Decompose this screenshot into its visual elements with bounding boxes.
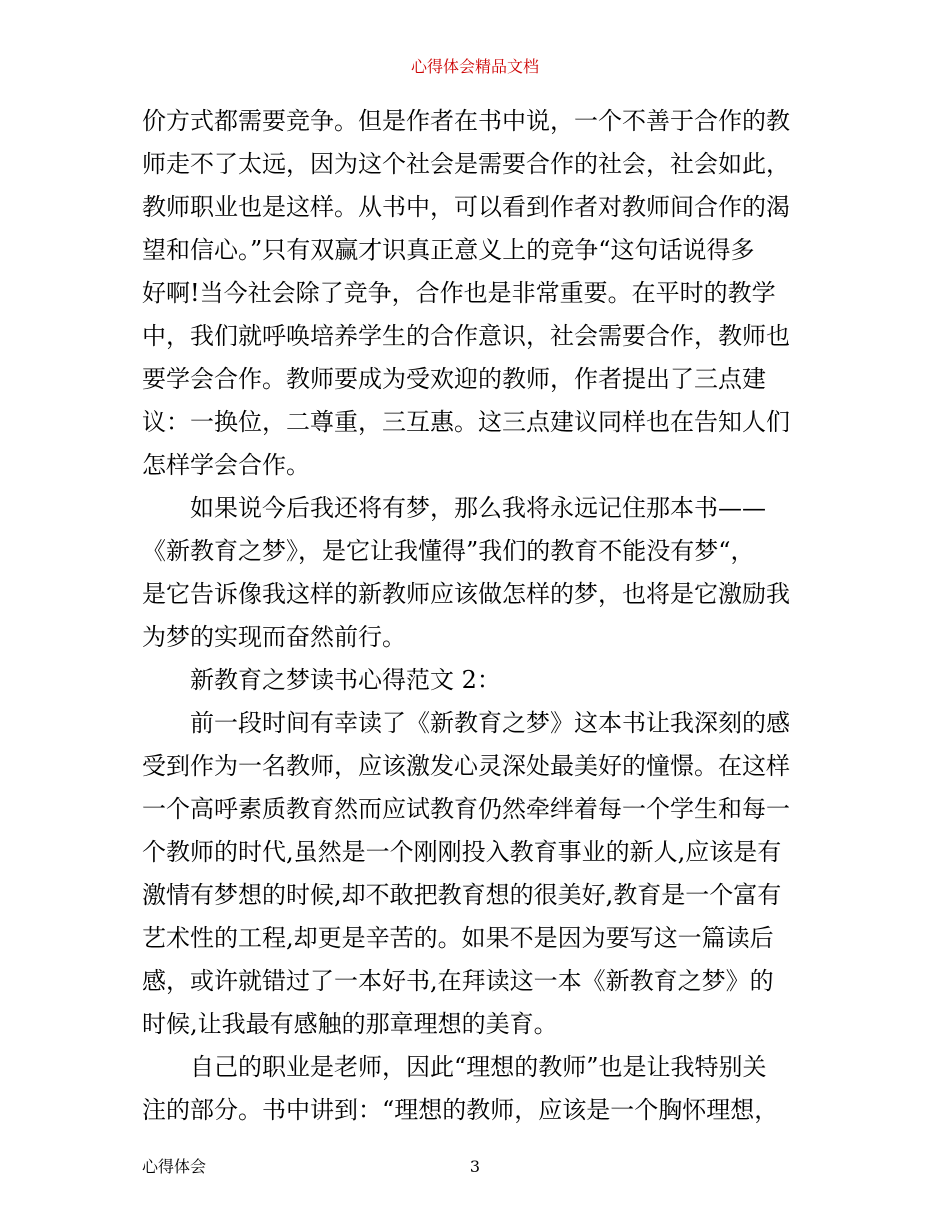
text-line: 《新教育之梦》，是它让我懂得”我们的教育不能没有梦“，: [142, 537, 755, 565]
text-line: 受到作为一名教师，应该激发心灵深处最美好的憧憬。在这样: [142, 752, 790, 780]
paragraph-first-line: 如果说今后我还将有梦，那么我将永远记住那本书——: [190, 494, 766, 522]
text-line: 激情有梦想的时候,却不敢把教育想的很美好,教育是一个富有: [142, 881, 782, 909]
section-heading: 新教育之梦读书心得范文 2：: [190, 666, 501, 694]
page-number: 3: [469, 1157, 481, 1176]
text-line: 时候,让我最有感触的那章理想的美育。: [142, 1010, 558, 1038]
text-line: 中，我们就呼唤培养学生的合作意识，社会需要合作，教师也: [142, 322, 790, 350]
text-line: 个教师的时代,虽然是一个刚刚投入教育事业的新人,应该是有: [142, 838, 782, 866]
text-line: 艺术性的工程,却更是辛苦的。如果不是因为要写这一篇读后: [142, 924, 774, 952]
text-line: 师走不了太远，因为这个社会是需要合作的社会，社会如此，: [142, 150, 790, 178]
text-line: 注的部分。书中讲到：“理想的教师，应该是一个胸怀理想，: [142, 1096, 779, 1124]
document-body: [142, 100, 812, 1132]
paragraph-first-line: 前一段时间有幸读了《新教育之梦》这本书让我深刻的感: [190, 709, 790, 737]
text-line: 一个高呼素质教育然而应试教育仍然牵绊着每一个学生和每一: [142, 795, 790, 823]
text-line: 是它告诉像我这样的新教师应该做怎样的梦，也将是它激励我: [142, 580, 790, 608]
text-line: 价方式都需要竞争。但是作者在书中说，一个不善于合作的教: [142, 107, 790, 135]
page-header-title: 心得体会精品文档: [410, 57, 539, 76]
text-line: 教师职业也是这样。从书中，可以看到作者对教师间合作的渴: [142, 193, 790, 221]
text-line: 望和信心。”只有双赢才识真正意义上的竞争“这句话说得多: [142, 236, 755, 264]
text-line: 好啊!当今社会除了竞争，合作也是非常重要。在平时的教学: [142, 279, 776, 307]
paragraph-first-line: 自己的职业是老师，因此“理想的教师”也是让我特别关: [190, 1053, 767, 1081]
text-line: 要学会合作。教师要成为受欢迎的教师，作者提出了三点建: [142, 365, 766, 393]
text-line: 怎样学会合作。: [142, 451, 310, 479]
footer-label: 心得体会: [142, 1157, 207, 1176]
text-line: 议：一换位，二尊重，三互惠。这三点建议同样也在告知人们: [142, 408, 790, 436]
text-line: 感，或许就错过了一本好书,在拜读这一本《新教育之梦》的: [142, 967, 774, 995]
text-line: 为梦的实现而奋然前行。: [142, 623, 406, 651]
